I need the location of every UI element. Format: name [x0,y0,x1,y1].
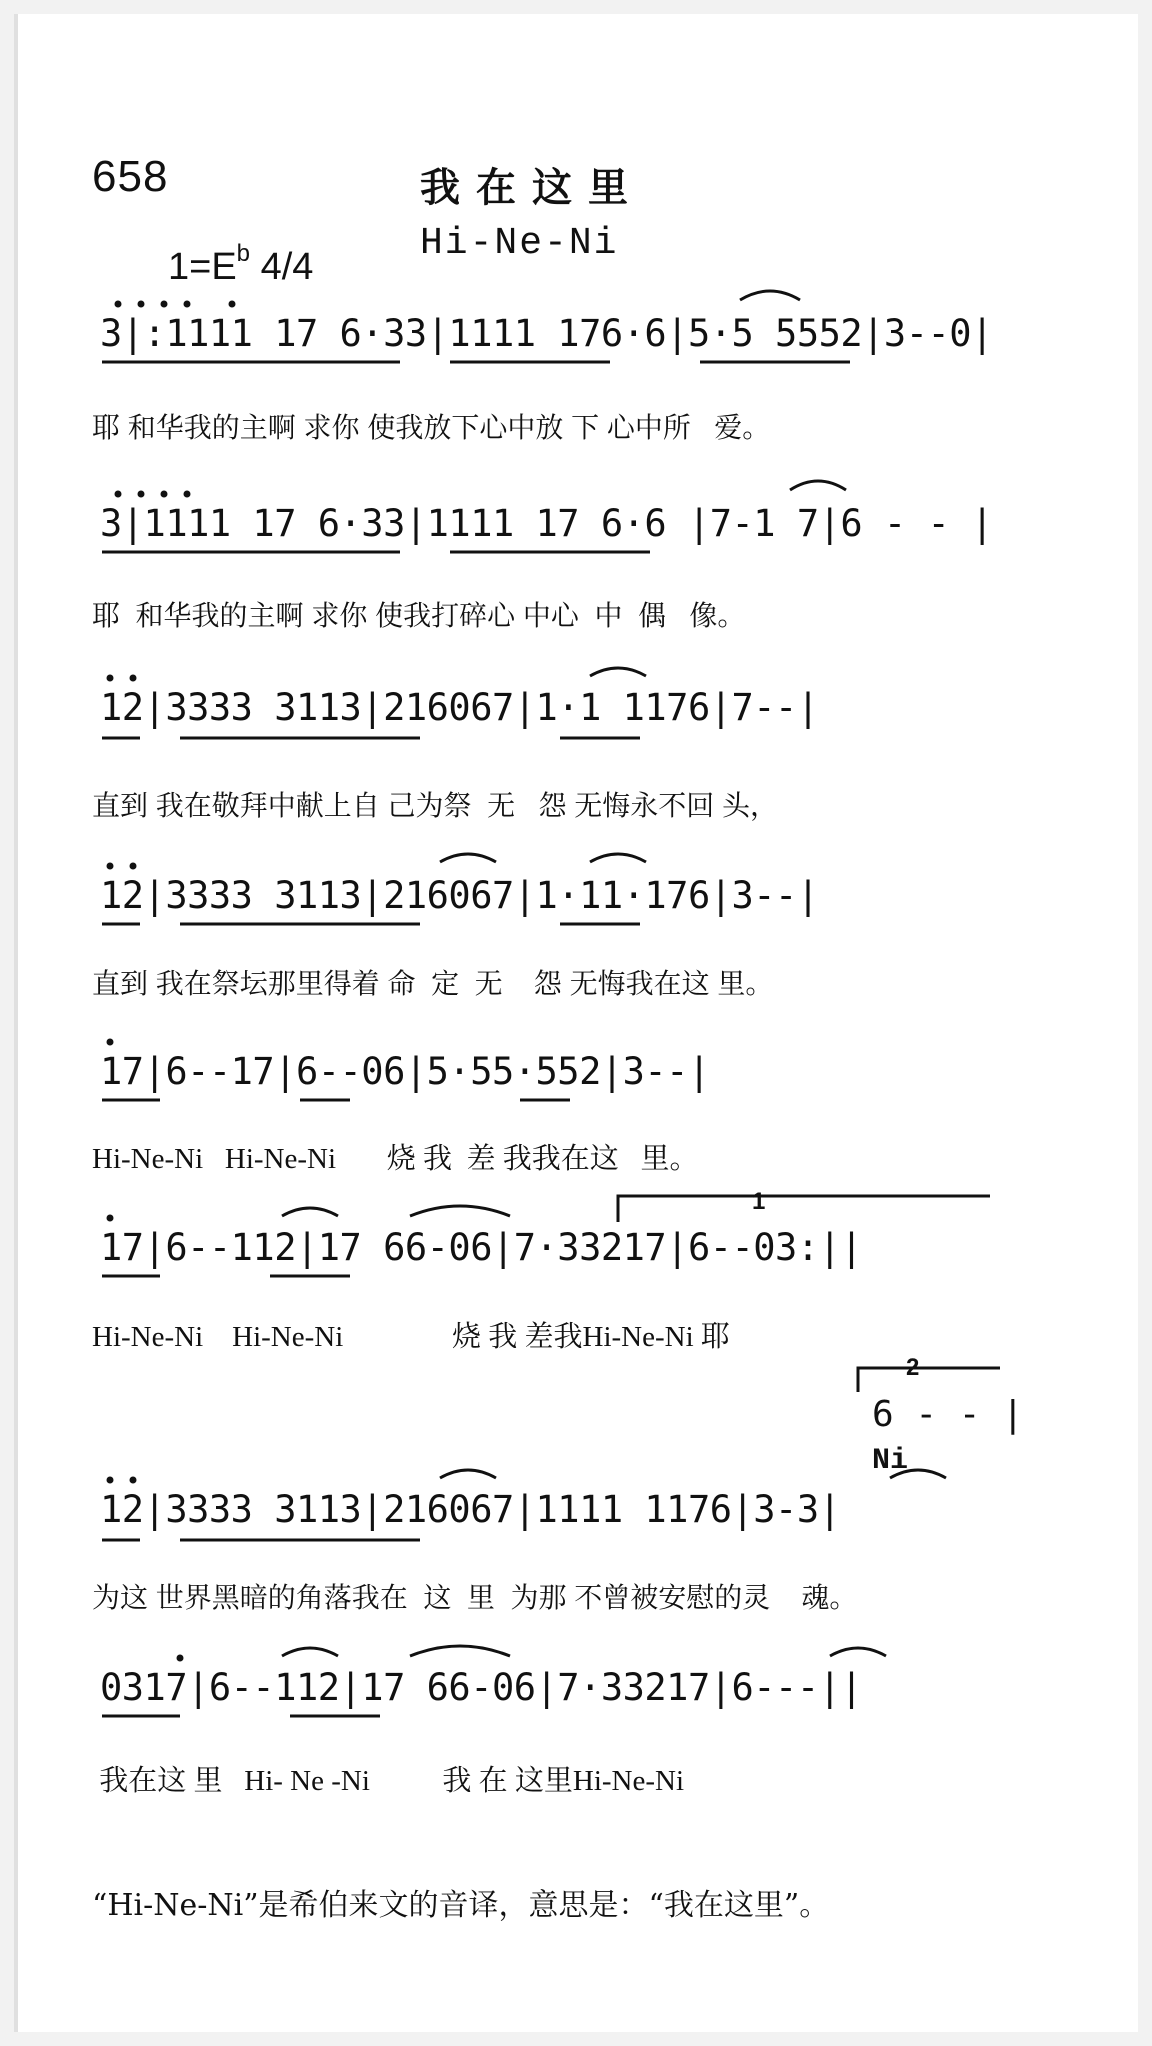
song-subtitle: Hi-Ne-Ni [420,222,619,265]
volta-2-number: 2 [906,1354,920,1381]
song-title: 我在这里 [420,164,644,211]
notation-line-1: 3|:1111 17 6·33|1111 176·6|5·5 5552|3--0| [100,312,993,355]
notation-line-4: 12|3333 3113|216067|1·11·176|3--| [100,874,819,917]
lyrics-line-3: 直到 我在敬拜中献上自 己为祭 无 怨 无悔永不回 头， [92,790,779,821]
song-number: 658 [92,152,169,201]
notation-line-5: 17|6--17|6--06|5·55·552|3--| [100,1050,710,1093]
lyrics-line-6: Hi-Ne-Ni Hi-Ne-Ni 烧 我 差我Hi-Ne-Ni 耶 [92,1321,730,1353]
notation-line-2: 3|1111 17 6·33|1111 17 6·6 |7-1 7|6 - - | [100,502,993,545]
lyrics-line-7: 为这 世界黑暗的角落我在 这 里 为那 不曾被安慰的灵 魂。 [92,1582,858,1613]
notation-line-7: 12|3333 3113|216067|1111 1176|3-3| [100,1488,841,1531]
key-signature [168,240,313,289]
volta-1-number: 1 [752,1188,766,1215]
lyrics-ending-2: Ni [872,1444,909,1478]
lyrics-line-5: Hi-Ne-Ni Hi-Ne-Ni 烧 我 差 我我在这 里。 [92,1143,699,1175]
lyrics-line-8: 我在这 里 Hi- Ne -Ni 我 在 这里Hi-Ne-Ni [92,1765,685,1797]
key-flat: b [236,240,251,267]
lyrics-line-1: 耶 和华我的主啊 求你 使我放下心中放 下 心中所 爱。 [92,412,771,443]
lyrics-line-4: 直到 我在祭坛那里得着 命 定 无 怨 无悔我在这 里。 [92,968,774,999]
notation-ending-2: 6 - - | [872,1394,1024,1435]
lyrics-line-2: 耶 和华我的主啊 求你 使我打碎心 中心 中 偶 像。 [92,600,746,631]
notation-line-3: 12|3333 3113|216067|1·1 1176|7--| [100,686,819,729]
time-signature: 4/4 [260,246,314,288]
notation-line-6: 17|6--112|17 66-06|7·33217|6--03:|| [100,1226,863,1269]
footnote: “Hi-Ne-Ni”是希伯来文的音译，意思是：“我在这里”。 [92,1888,830,1923]
notation-line-8: 0317|6--112|17 66-06|7·33217|6---|| [100,1666,863,1709]
key-base: 1=E [168,246,237,288]
